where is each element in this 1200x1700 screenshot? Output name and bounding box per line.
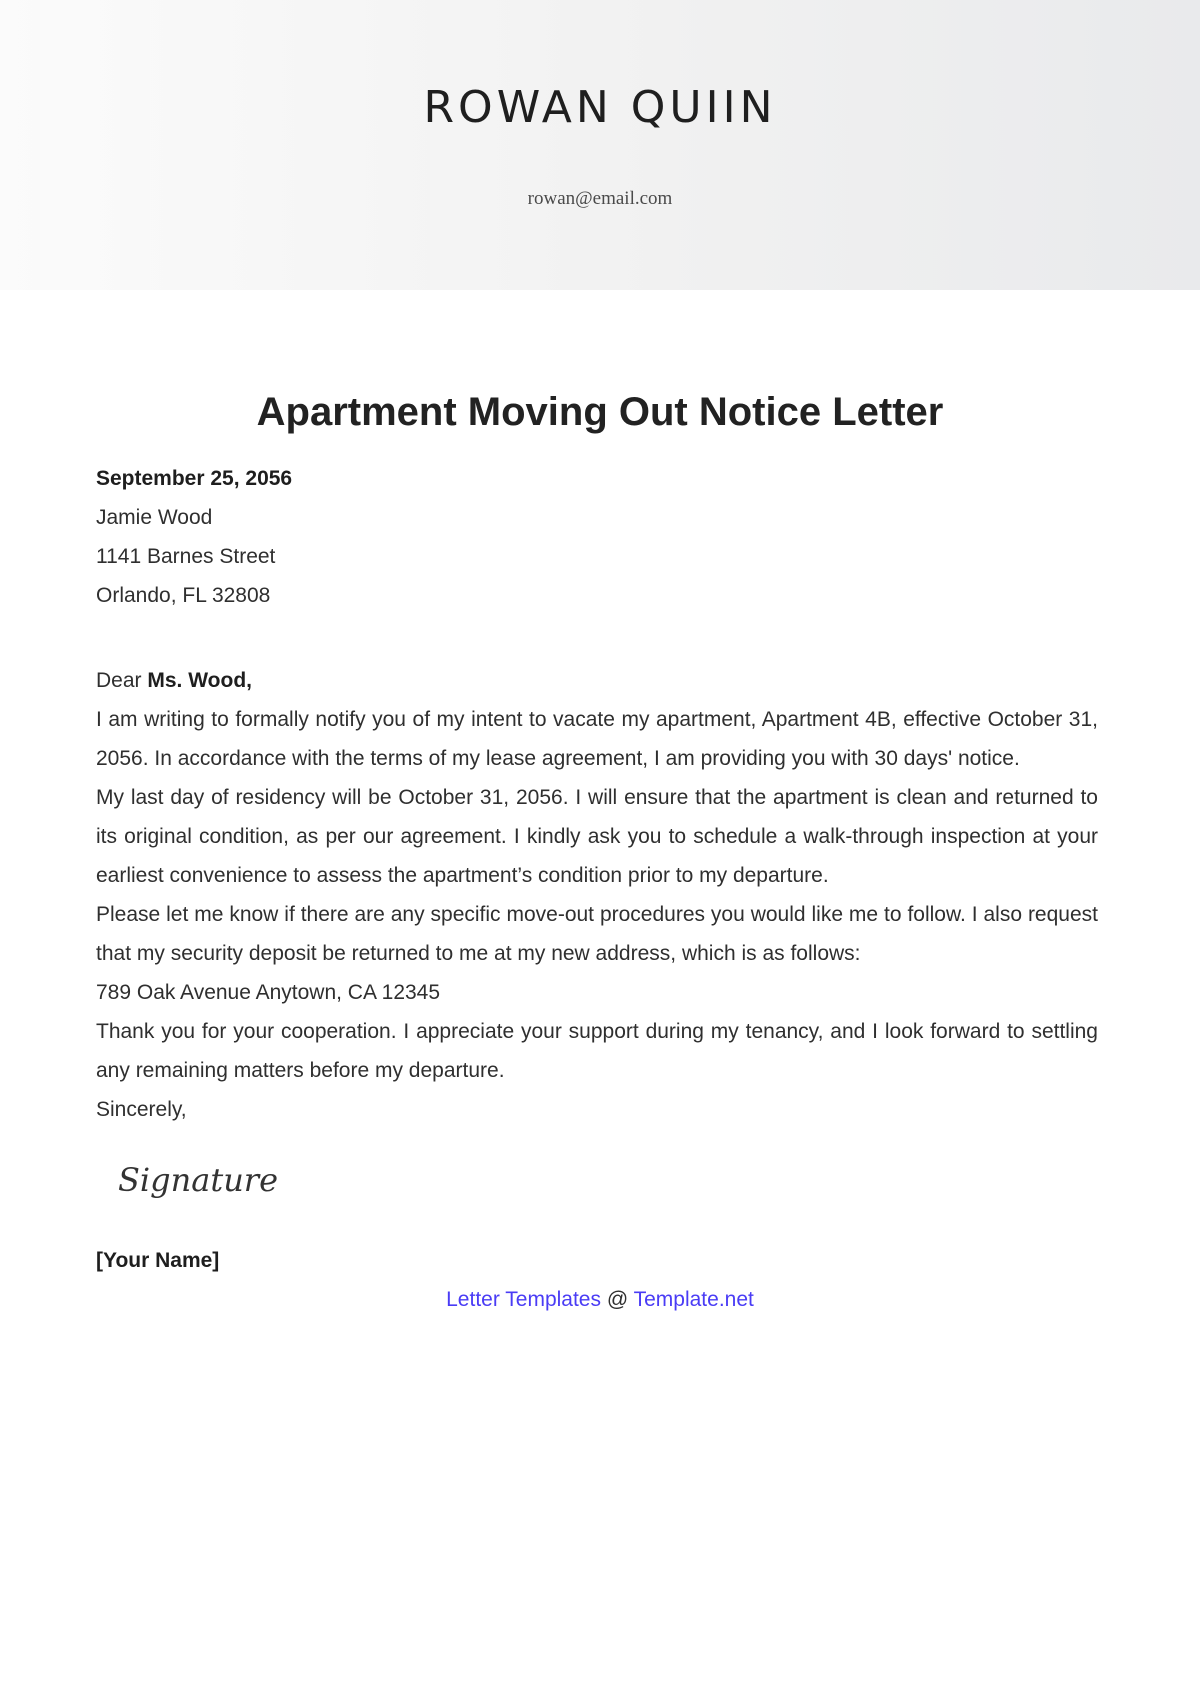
letter-body — [96, 459, 1098, 1319]
sender-name: ROWAN QUIIN — [423, 82, 777, 133]
paragraph-residency: My last day of residency will be October 31, 2056. I will ensure that the apartment is clean and returned to its original condition, as per our agreement. I kindly ask you to schedule a walk-through inspection at your earliest convenience to assess the apartment’s condition prior to my departure. — [96, 786, 1098, 887]
new-address: 789 Oak Avenue Anytown, CA 12345 — [96, 981, 441, 1004]
letter-date: September 25, 2056 — [96, 467, 293, 490]
paragraph-deposit: Please let me know if there are any specific move-out procedures you would like me to follow. I also request that my security deposit be returned to me at my new address, which is as follows: — [96, 903, 1098, 965]
your-name: [Your Name] — [96, 1249, 220, 1272]
recipient-city: Orlando, FL 32808 — [96, 584, 271, 607]
letter-templates-link[interactable]: Letter Templates — [446, 1288, 601, 1311]
footer-credit — [0, 1280, 1200, 1319]
salutation-name: Ms. Wood, — [147, 669, 252, 692]
letterhead — [0, 0, 1200, 290]
recipient-name: Jamie Wood — [96, 506, 213, 529]
recipient-street: 1141 Barnes Street — [96, 545, 276, 568]
salutation-prefix: Dear — [96, 669, 142, 692]
signature: Signature — [118, 1161, 279, 1199]
closing: Sincerely, — [96, 1098, 187, 1121]
footer-separator: @ — [601, 1288, 634, 1311]
paragraph-notice: I am writing to formally notify you of my intent to vacate my apartment, Apartment 4B, effective October 31, 2056. In accordance with the terms of my lease agreement, I am providing you with 30 days' notice. — [96, 708, 1098, 770]
paragraph-thanks: Thank you for your cooperation. I appreciate your support during my tenancy, and I look forward to settling any remaining matters before my departure. — [96, 1020, 1098, 1082]
salutation — [96, 661, 1098, 700]
letter-title: Apartment Moving Out Notice Letter — [256, 390, 944, 434]
template-net-link[interactable]: Template.net — [633, 1288, 754, 1311]
sender-email: rowan@email.com — [527, 188, 673, 209]
